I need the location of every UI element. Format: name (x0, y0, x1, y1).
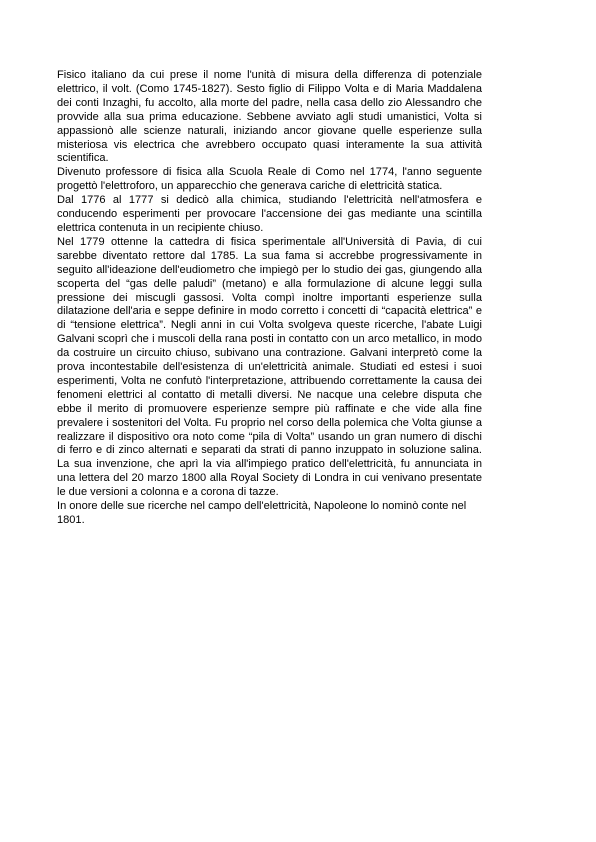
paragraph-como-professor: Divenuto professore di fisica alla Scuola Reale di Como nel 1774, l'anno seguente progettò l'elettroforo, un apparecchio che generava cariche di elettricità statica. (57, 166, 482, 193)
paragraph-pavia: Nel 1779 ottenne la cattedra di fisica sperimentale all'Università di Pavia, di cui sarebbe diventato rettore dal 1785. La sua fama si accrebbe progressivamente in seguito all'ideazione dell'eudiometro che impiegò per lo studio dei gas, giungendo alla scoperta del “gas delle paludi” (metano) e alla formulazione di alcune leggi sulla pressione dei miscugli gassosi. Volta compì inoltre importanti esperienze sulla dilatazione dell'aria e seppe definire in modo corretto i concetti di “capacità elettrica” e di “tensione elettrica”. Negli anni in cui Volta svolgeva queste ricerche, l'abate Luigi Galvani scoprì che i muscoli della rana posti in contatto con un arco metallico, in modo da costruire un circuito chiuso, subivano una contrazione. Galvani interpretò come la prova incontestabile dell'esistenza di un'elettricità animale. Studiati ed estesi i suoi esperimenti, Volta ne confutò l'interpretazione, attribuendo correttamente la causa dei fenomeni elettrici al contatto di metalli diversi. Ne nacque una celebre disputa che ebbe il merito di promuovere esperienze sempre più raffinate e che vide alla fine prevalere i sostenitori del Volta. Fu proprio nel corso della polemica che Volta giunse a realizzare il dispositivo ora noto come “pila di Volta” usando un gran numero di dischi di ferro e di zinco alternati e separati da strati di panno inzuppato in soluzione salina. La sua invenzione, che aprì la via all'impiego pratico dell'elettricità, fu annunciata in una lettera del 20 marzo 1800 alla Royal Society di Londra in cui venivano presentate le due versioni a colonna e a corona di tazze. (57, 235, 482, 499)
paragraph-chemistry: Dal 1776 al 1777 si dedicò alla chimica, studiando l'elettricità nell'atmosfera e conducendo esperimenti per provocare l'accensione dei gas mediante una scintilla elettrica contenuta in un recipiente chiuso. (57, 194, 482, 234)
paragraph-intro: Fisico italiano da cui prese il nome l'unità di misura della differenza di potenziale elettrico, il volt. (Como 1745-1827). Sesto figlio di Filippo Volta e di Maria Maddalena dei conti Inzaghi, fu accolto, alla morte del padre, nella casa dello zio Alessandro che provvide alla sua prima educazione. Sebbene avviato agli studi umanistici, Volta si appassionò alle scienze naturali, iniziando ancor giovane quelle esperienze sulla misteriosa vis electrica che avrebbero occupato quasi interamente la sua attività scientifica. (57, 69, 482, 165)
paragraph-napoleon: In onore delle sue ricerche nel campo dell'elettricità, Napoleone lo nominò conte nel 1801. (57, 500, 467, 526)
document-body (57, 69, 482, 528)
